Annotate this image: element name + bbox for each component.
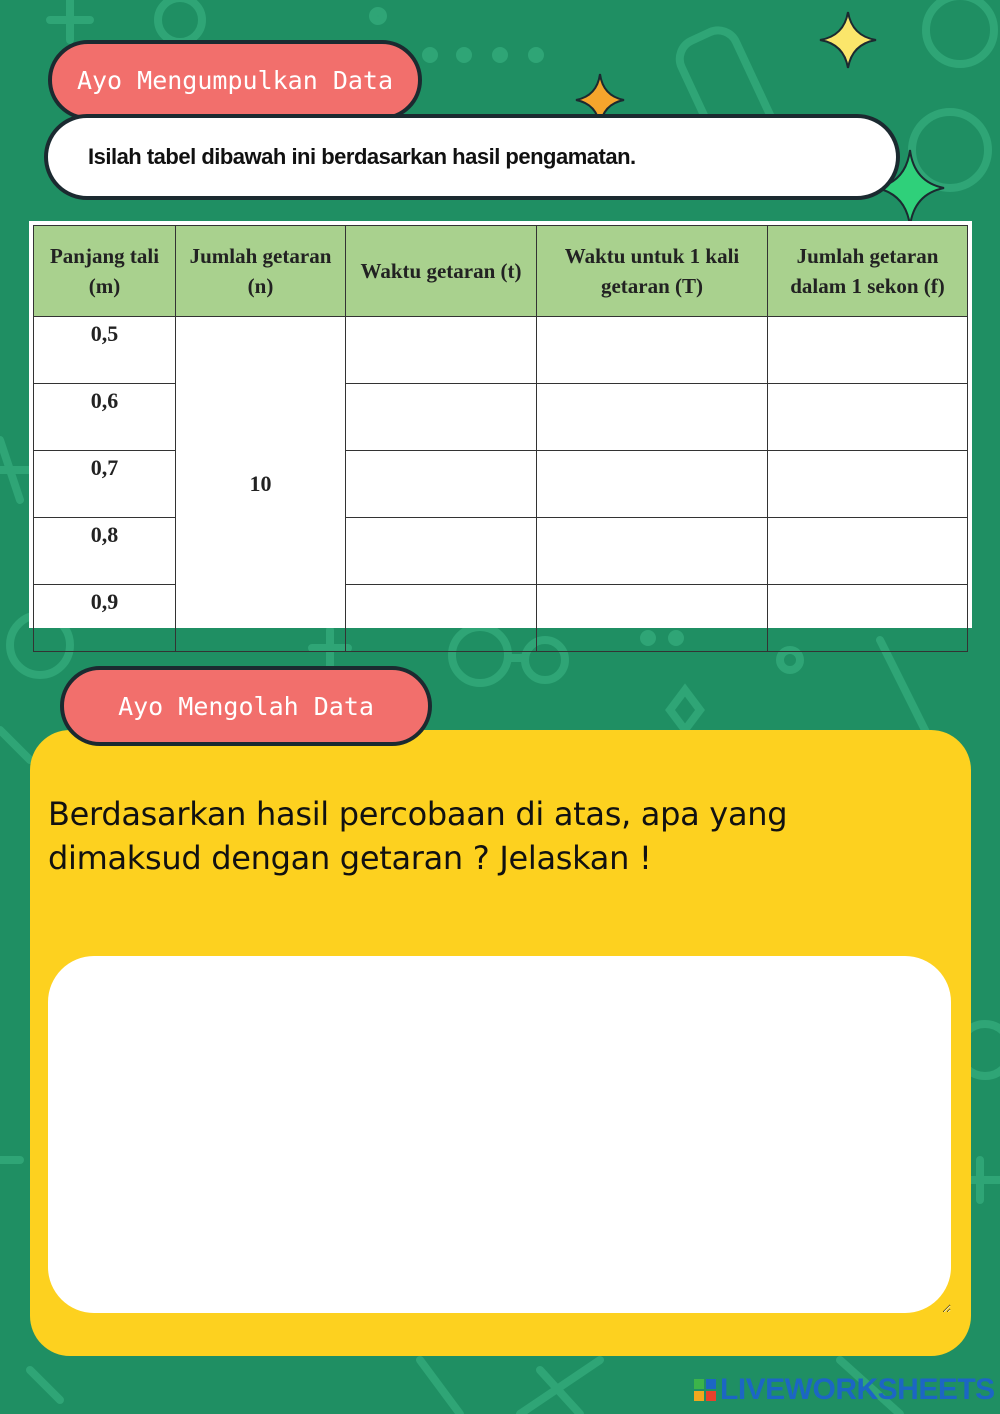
length-cell: 0,7 [34,451,176,518]
observation-table-container [29,221,972,628]
answer-cell-time[interactable] [346,518,537,585]
answer-cell-frequency[interactable] [768,585,968,652]
table-header-row [34,226,968,317]
answer-textarea[interactable] [48,956,951,1313]
answer-cell-frequency[interactable] [768,518,968,585]
answer-cell-period[interactable] [537,518,768,585]
table-row [34,317,968,384]
answer-cell-time[interactable] [346,451,537,518]
answer-cell-frequency[interactable] [768,384,968,451]
length-cell: 0,5 [34,317,176,384]
section-pill-process-data [60,666,432,746]
answer-cell-period[interactable] [537,585,768,652]
header-vibration-count: Jumlah getaran (n) [176,226,346,317]
answer-cell-period[interactable] [537,317,768,384]
question-line-2: dimaksud dengan getaran ? Jelaskan ! [48,839,652,877]
liveworksheets-logo-text: LIVEWORKSHEETS [720,1373,995,1406]
table-row [34,518,968,585]
answer-cell-time[interactable] [346,384,537,451]
observation-table [33,225,968,652]
instruction-text: Isilah tabel dibawah ini berdasarkan hasil pengamatan. [88,144,636,169]
answer-cell-period[interactable] [537,451,768,518]
answer-cell-period[interactable] [537,384,768,451]
section-pill-collect-data [48,40,422,120]
header-period: Waktu untuk 1 kali getaran (T) [537,226,768,317]
length-cell: 0,8 [34,518,176,585]
table-row [34,451,968,518]
header-frequency: Jumlah getaran dalam 1 sekon (f) [768,226,968,317]
header-length: Panjang tali (m) [34,226,176,317]
question-line-1: Berdasarkan hasil percobaan di atas, apa yang [48,795,788,833]
answer-cell-frequency[interactable] [768,451,968,518]
length-cell: 0,6 [34,384,176,451]
collect-data-title: Ayo Mengumpulkan Data [76,65,394,95]
liveworksheets-logo-icon [694,1379,716,1401]
table-row [34,384,968,451]
table-row [34,585,968,652]
answer-cell-time[interactable] [346,317,537,384]
length-cell: 0,9 [34,585,176,652]
header-vibration-time: Waktu getaran (t) [346,226,537,317]
instruction-banner [44,114,900,200]
vibration-count-cell: 10 [176,317,346,652]
question-text [48,792,928,880]
answer-cell-frequency[interactable] [768,317,968,384]
answer-cell-time[interactable] [346,585,537,652]
liveworksheets-logo[interactable] [694,1374,995,1406]
process-data-title: Ayo Mengolah Data [118,691,374,721]
